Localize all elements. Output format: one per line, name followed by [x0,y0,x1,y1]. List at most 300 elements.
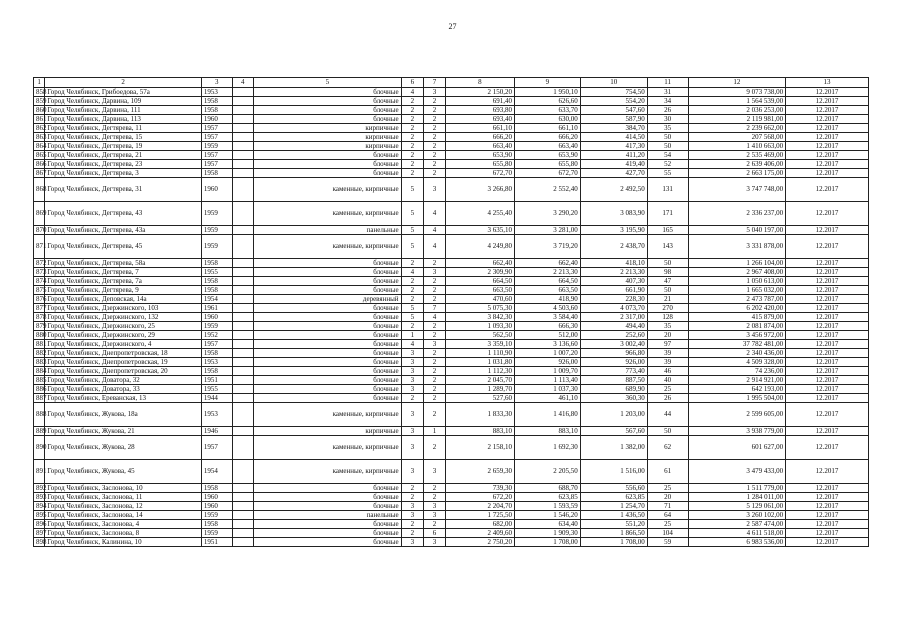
total-area-cell: 666,20 [445,133,514,142]
date-cell: 12.2017 [786,436,869,460]
column-4-cell [232,277,254,286]
residents-cell: 35 [647,124,688,133]
wall-material-cell: блочные [254,484,401,493]
cost-cell: 6 983 536,00 [688,538,786,547]
residents-cell: 34 [647,97,688,106]
column-4-cell [232,304,254,313]
date-cell: 12.2017 [786,349,869,358]
year-cell: 1959 [201,322,232,331]
entrances-cell: 2 [424,277,446,286]
column-header-2: 2 [45,78,202,88]
year-cell: 1957 [201,436,232,460]
date-cell: 12.2017 [786,178,869,202]
date-cell: 12.2017 [786,88,869,97]
residents-cell: 39 [647,349,688,358]
column-header-11: 11 [647,78,688,88]
column-4-cell [232,97,254,106]
wall-material-cell: блочные [254,97,401,106]
column-header-4: 4 [232,78,254,88]
address-cell: Город Челябинск, Дегтярева, 9 [45,286,202,295]
entrances-cell: 3 [424,502,446,511]
address-cell: Город Челябинск, Дзержинского, 25 [45,322,202,331]
table-row [34,178,869,202]
year-cell: 1958 [201,259,232,268]
column-4-cell [232,160,254,169]
address-cell: Город Челябинск, Дегтярева, 3 [45,169,202,178]
cost-cell: 415 879,00 [688,313,786,322]
row-number: 898 [34,538,45,547]
date-cell: 12.2017 [786,403,869,427]
area-cell: 1 692,30 [515,436,581,460]
entrances-cell: 3 [424,538,446,547]
residents-cell: 20 [647,331,688,340]
date-cell: 12.2017 [786,268,869,277]
floors-cell: 5 [401,313,424,322]
living-area-cell: 773,40 [580,367,647,376]
header-row [34,78,869,88]
floors-cell: 2 [401,295,424,304]
date-cell: 12.2017 [786,124,869,133]
row-number: 875 [34,286,45,295]
wall-material-cell: блочные [254,367,401,376]
total-area-cell: 691,40 [445,97,514,106]
date-cell: 12.2017 [786,202,869,226]
entrances-cell: 2 [424,295,446,304]
row-number: 865 [34,151,45,160]
column-4-cell [232,115,254,124]
wall-material-cell: панельные [254,511,401,520]
year-cell: 1958 [201,97,232,106]
area-cell: 1 950,10 [515,88,581,97]
column-4-cell [232,268,254,277]
living-area-cell: 2 213,30 [580,268,647,277]
column-header-6: 6 [401,78,424,88]
floors-cell: 1 [401,331,424,340]
floors-cell: 4 [401,88,424,97]
residents-cell: 47 [647,277,688,286]
year-cell: 1954 [201,295,232,304]
address-cell: Город Челябинск, Дзержинского, 29 [45,331,202,340]
housing-register-table [33,77,869,547]
row-number: 869 [34,202,45,226]
table-row [34,304,869,313]
table-row [34,277,869,286]
living-area-cell: 1 382,00 [580,436,647,460]
column-header-1: 1 [34,78,45,88]
cost-cell: 3 456 972,00 [688,331,786,340]
total-area-cell: 470,60 [445,295,514,304]
total-area-cell: 883,10 [445,427,514,436]
total-area-cell: 664,50 [445,277,514,286]
date-cell: 12.2017 [786,142,869,151]
row-number: 882 [34,349,45,358]
year-cell: 1944 [201,394,232,403]
cost-cell: 9 073 738,00 [688,88,786,97]
residents-cell: 71 [647,502,688,511]
column-header-3: 3 [201,78,232,88]
table-row [34,235,869,259]
living-area-cell: 3 195,90 [580,226,647,235]
total-area-cell: 672,70 [445,169,514,178]
living-area-cell: 551,20 [580,520,647,529]
floors-cell: 2 [401,106,424,115]
wall-material-cell: каменные, кирпичные [254,202,401,226]
wall-material-cell: блочные [254,268,401,277]
living-area-cell: 754,50 [580,88,647,97]
table-row [34,259,869,268]
column-4-cell [232,529,254,538]
row-number: 877 [34,304,45,313]
entrances-cell: 2 [424,106,446,115]
entrances-cell: 3 [424,178,446,202]
entrances-cell: 3 [424,460,446,484]
cost-cell: 1 266 104,00 [688,259,786,268]
residents-cell: 31 [647,88,688,97]
wall-material-cell: блочные [254,502,401,511]
area-cell: 653,90 [515,151,581,160]
area-cell: 663,40 [515,142,581,151]
entrances-cell: 2 [424,403,446,427]
entrances-cell: 2 [424,484,446,493]
entrances-cell: 4 [424,313,446,322]
cost-cell: 2 639 406,00 [688,160,786,169]
address-cell: Город Челябинск, Дарвина, 109 [45,97,202,106]
total-area-cell: 2 750,20 [445,538,514,547]
row-number: 893 [34,493,45,502]
row-number: 870 [34,226,45,235]
living-area-cell: 417,30 [580,142,647,151]
living-area-cell: 418,10 [580,259,647,268]
wall-material-cell: блочные [254,151,401,160]
column-4-cell [232,349,254,358]
residents-cell: 104 [647,529,688,538]
wall-material-cell: блочные [254,520,401,529]
living-area-cell: 567,60 [580,427,647,436]
year-cell: 1960 [201,313,232,322]
residents-cell: 44 [647,403,688,427]
date-cell: 12.2017 [786,115,869,124]
row-number: 885 [34,376,45,385]
year-cell: 1957 [201,340,232,349]
date-cell: 12.2017 [786,304,869,313]
year-cell: 1957 [201,151,232,160]
total-area-cell: 693,80 [445,106,514,115]
year-cell: 1959 [201,529,232,538]
row-number: 880 [34,331,45,340]
area-cell: 1 007,20 [515,349,581,358]
table-row [34,268,869,277]
area-cell: 2 205,50 [515,460,581,484]
year-cell: 1960 [201,502,232,511]
year-cell: 1957 [201,124,232,133]
column-4-cell [232,358,254,367]
living-area-cell: 427,70 [580,169,647,178]
table-row [34,124,869,133]
residents-cell: 50 [647,133,688,142]
residents-cell: 40 [647,376,688,385]
address-cell: Город Челябинск, Заслонова, 12 [45,502,202,511]
column-4-cell [232,385,254,394]
column-4-cell [232,124,254,133]
wall-material-cell: каменные, кирпичные [254,460,401,484]
table-row [34,331,869,340]
table-row [34,88,869,97]
cost-cell: 3 260 102,00 [688,511,786,520]
cost-cell: 2 336 237,00 [688,202,786,226]
table-row [34,160,869,169]
year-cell: 1961 [201,304,232,313]
address-cell: Город Челябинск, Жукова, 28 [45,436,202,460]
address-cell: Город Челябинск, Заслонова, 10 [45,484,202,493]
cost-cell: 2 663 175,00 [688,169,786,178]
residents-cell: 30 [647,115,688,124]
year-cell: 1960 [201,493,232,502]
row-number: 890 [34,436,45,460]
entrances-cell: 6 [424,529,446,538]
row-number: 858 [34,88,45,97]
column-header-12: 12 [688,78,786,88]
row-number: 894 [34,502,45,511]
floors-cell: 4 [401,340,424,349]
wall-material-cell: каменные, кирпичные [254,178,401,202]
cost-cell: 1 284 011,00 [688,493,786,502]
living-area-cell: 419,40 [580,160,647,169]
year-cell: 1958 [201,349,232,358]
date-cell: 12.2017 [786,331,869,340]
area-cell: 418,90 [515,295,581,304]
living-area-cell: 252,60 [580,331,647,340]
area-cell: 633,70 [515,106,581,115]
column-header-8: 8 [445,78,514,88]
column-4-cell [232,88,254,97]
column-4-cell [232,427,254,436]
residents-cell: 25 [647,385,688,394]
floors-cell: 2 [401,493,424,502]
cost-cell: 2 535 469,00 [688,151,786,160]
living-area-cell: 2 492,50 [580,178,647,202]
address-cell: Город Челябинск, Жукова, 21 [45,427,202,436]
living-area-cell: 228,30 [580,295,647,304]
wall-material-cell: блочные [254,313,401,322]
wall-material-cell: блочные [254,304,401,313]
table-row [34,376,869,385]
total-area-cell: 2 204,70 [445,502,514,511]
column-4-cell [232,403,254,427]
living-area-cell: 2 317,00 [580,313,647,322]
residents-cell: 46 [647,367,688,376]
table-row [34,484,869,493]
column-4-cell [232,460,254,484]
floors-cell: 3 [401,511,424,520]
date-cell: 12.2017 [786,367,869,376]
cost-cell: 5 040 197,00 [688,226,786,235]
living-area-cell: 587,90 [580,115,647,124]
cost-cell: 2 119 981,00 [688,115,786,124]
cost-cell: 3 747 748,00 [688,178,786,202]
column-4-cell [232,520,254,529]
column-4-cell [232,538,254,547]
area-cell: 3 290,20 [515,202,581,226]
column-4-cell [232,286,254,295]
wall-material-cell: кирпичные [254,133,401,142]
table-row [34,202,869,226]
floors-cell: 3 [401,349,424,358]
residents-cell: 20 [647,493,688,502]
area-cell: 461,10 [515,394,581,403]
total-area-cell: 2 659,30 [445,460,514,484]
year-cell: 1953 [201,403,232,427]
residents-cell: 64 [647,511,688,520]
floors-cell: 3 [401,538,424,547]
floors-cell: 5 [401,178,424,202]
row-number: 878 [34,313,45,322]
column-4-cell [232,322,254,331]
living-area-cell: 414,50 [580,133,647,142]
living-area-cell: 1 254,70 [580,502,647,511]
residents-cell: 165 [647,226,688,235]
year-cell: 1958 [201,169,232,178]
wall-material-cell: блочные [254,106,401,115]
wall-material-cell: блочные [254,160,401,169]
floors-cell: 2 [401,151,424,160]
area-cell: 512,00 [515,331,581,340]
column-4-cell [232,493,254,502]
address-cell: Город Челябинск, Заслонова, 4 [45,520,202,529]
floors-cell: 2 [401,133,424,142]
residents-cell: 55 [647,169,688,178]
living-area-cell: 661,90 [580,286,647,295]
floors-cell: 2 [401,484,424,493]
area-cell: 1 416,80 [515,403,581,427]
residents-cell: 50 [647,142,688,151]
date-cell: 12.2017 [786,358,869,367]
row-number: 867 [34,169,45,178]
area-cell: 630,00 [515,115,581,124]
floors-cell: 5 [401,304,424,313]
total-area-cell: 653,90 [445,151,514,160]
table-row [34,115,869,124]
cost-cell: 74 236,00 [688,367,786,376]
total-area-cell: 655,80 [445,160,514,169]
entrances-cell: 3 [424,268,446,277]
date-cell: 12.2017 [786,322,869,331]
total-area-cell: 1 093,30 [445,322,514,331]
year-cell: 1951 [201,538,232,547]
area-cell: 4 503,60 [515,304,581,313]
table-row [34,367,869,376]
area-cell: 688,70 [515,484,581,493]
living-area-cell: 1 866,50 [580,529,647,538]
total-area-cell: 4 249,80 [445,235,514,259]
date-cell: 12.2017 [786,394,869,403]
entrances-cell: 2 [424,367,446,376]
column-4-cell [232,226,254,235]
year-cell: 1959 [201,226,232,235]
entrances-cell: 2 [424,376,446,385]
floors-cell: 2 [401,115,424,124]
year-cell: 1946 [201,427,232,436]
floors-cell: 3 [401,376,424,385]
column-4-cell [232,106,254,115]
column-4-cell [232,313,254,322]
total-area-cell: 1 110,90 [445,349,514,358]
table-row [34,169,869,178]
address-cell: Город Челябинск, Днепропетровская, 18 [45,349,202,358]
address-cell: Город Челябинск, Дзержинского, 103 [45,304,202,313]
total-area-cell: 662,40 [445,259,514,268]
wall-material-cell: кирпичные [254,427,401,436]
wall-material-cell: каменные, кирпичные [254,403,401,427]
entrances-cell: 3 [424,340,446,349]
wall-material-cell: панельные [254,226,401,235]
address-cell: Город Челябинск, Грибоедова, 57а [45,88,202,97]
entrances-cell: 4 [424,202,446,226]
total-area-cell: 3 842,30 [445,313,514,322]
floors-cell: 3 [401,358,424,367]
date-cell: 12.2017 [786,259,869,268]
wall-material-cell: блочные [254,331,401,340]
entrances-cell: 2 [424,349,446,358]
living-area-cell: 926,00 [580,358,647,367]
area-cell: 3 719,20 [515,235,581,259]
date-cell: 12.2017 [786,493,869,502]
cost-cell: 1 665 032,00 [688,286,786,295]
row-number: 895 [34,511,45,520]
column-4-cell [232,133,254,142]
cost-cell: 1 410 663,00 [688,142,786,151]
column-4-cell [232,340,254,349]
residents-cell: 62 [647,436,688,460]
wall-material-cell: блочные [254,259,401,268]
floors-cell: 3 [401,367,424,376]
living-area-cell: 556,60 [580,484,647,493]
cost-cell: 1 511 779,00 [688,484,786,493]
living-area-cell: 1 436,50 [580,511,647,520]
living-area-cell: 2 438,70 [580,235,647,259]
row-number: 866 [34,160,45,169]
cost-cell: 207 568,00 [688,133,786,142]
total-area-cell: 663,40 [445,142,514,151]
date-cell: 12.2017 [786,106,869,115]
table-row [34,286,869,295]
total-area-cell: 4 255,40 [445,202,514,226]
floors-cell: 5 [401,202,424,226]
living-area-cell: 1 203,00 [580,403,647,427]
date-cell: 12.2017 [786,226,869,235]
cost-cell: 2 967 408,00 [688,268,786,277]
living-area-cell: 411,20 [580,151,647,160]
residents-cell: 25 [647,520,688,529]
cost-cell: 2 599 605,00 [688,403,786,427]
column-4-cell [232,169,254,178]
wall-material-cell: каменные, кирпичные [254,436,401,460]
address-cell: Город Челябинск, Дегтярева, 43а [45,226,202,235]
wall-material-cell: блочные [254,394,401,403]
wall-material-cell: блочные [254,169,401,178]
residents-cell: 59 [647,538,688,547]
residents-cell: 54 [647,151,688,160]
date-cell: 12.2017 [786,460,869,484]
table-row [34,133,869,142]
residents-cell: 50 [647,286,688,295]
total-area-cell: 1 031,80 [445,358,514,367]
table-row [34,358,869,367]
year-cell: 1960 [201,178,232,202]
area-cell: 3 136,60 [515,340,581,349]
area-cell: 1 546,20 [515,511,581,520]
date-cell: 12.2017 [786,340,869,349]
living-area-cell: 966,80 [580,349,647,358]
